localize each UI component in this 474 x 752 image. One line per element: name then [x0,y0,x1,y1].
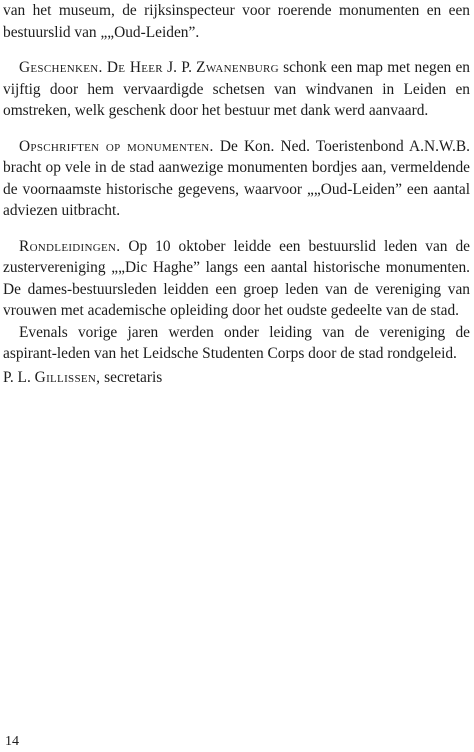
opschriften-heading: Opschriften op monumenten. [19,137,214,155]
signature-name: Gillissen, [34,368,101,386]
rondleidingen-text: Op 10 oktober leidde een bestuurslid leden van de zustervereniging „„Dic Haghe” langs een aantal historische monumenten. De dames-bestuursleden leidden een groep leden van de vereniging van vrouwen met academische opleiding door het oudste gedeelte van de stad. [3,237,470,319]
page-number: 14 [5,734,19,749]
geschenken-pre: De Heer [106,59,163,76]
geschenken-heading: Geschenken. [19,59,103,76]
opschriften-paragraph [3,136,470,222]
rondleidingen-paragraph-2: Evenals vorige jaren werden onder leiding van de vereniging de aspirant-leden van het Leidsche Studenten Corps door de stad rondgeleid. [3,323,470,362]
signature [3,367,470,389]
top-paragraph: van het museum, de rijksinspecteur voor roerende monumenten en een bestuurslid van „„Oud-Leiden”. [3,2,470,41]
rondleidingen-heading: Rondleidingen. [19,237,121,255]
signature-initials: P. L. [3,368,31,386]
opschriften-text: De Kon. Ned. Toeristenbond A.N.W.B. bracht op vele in de stad aanwezige monumenten bordjes aan, vermeldende de voornaamste historische gegevens, waarvoor „„Oud-Leiden” een aantal adviezen uitbracht. [3,137,471,219]
page-body [3,0,470,388]
rondleidingen-paragraph [3,236,470,322]
geschenken-initials: J. P. [167,59,192,76]
geschenken-text: schonk een map met negen en vijftig door hem vervaardigde schetsen van windvanen in Leiden en omstreken, welk geschenk door het bestuur met dank werd aanvaard. [3,59,471,119]
geschenken-paragraph [3,57,470,122]
signature-role: secretaris [104,368,163,386]
geschenken-name: Zwanenburg [196,59,279,76]
